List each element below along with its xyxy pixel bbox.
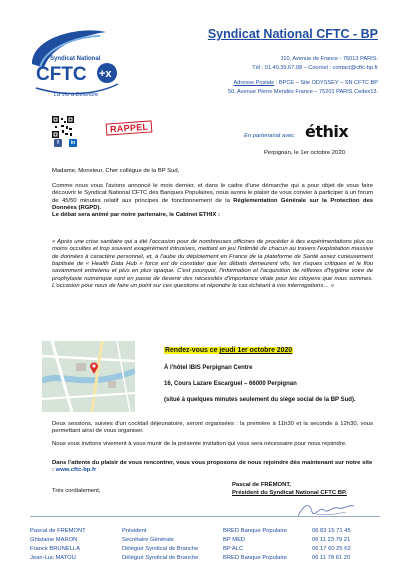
- footer-name: Ghislaine MARON: [30, 537, 78, 543]
- logo-brand: CFTC: [36, 64, 87, 85]
- social-links: [54, 139, 77, 147]
- logo-plus: +x: [99, 68, 112, 80]
- facebook-icon[interactable]: f: [54, 139, 62, 147]
- postal-address-2: 50, Avenue Pierre Mendès France – 75201 PARIS Cedex13.: [228, 89, 378, 95]
- postal-address: [150, 80, 378, 86]
- sessions-paragraph: Deux sessions, suivies d'un cocktail déjeunatoire, seront organisées : la première à 11h30 et la seconde à 12h30, vous permettant ainsi de vous organiser.: [52, 421, 373, 435]
- rdv-date: jeudi 1er octobre 2020: [219, 347, 293, 354]
- event-note: (situé à quelques minutes seulement du siège social de la BP Sud).: [164, 397, 356, 403]
- intro-text: Comme nous vous l'avions annoncé le mois dernier, et dans le cadre d'une démarche qui a pour objet de vous faire découvrir le Syndicat National CFTC des Banques Populaires, nous avons le plaisir de vous convier à participer à un forum de 45/50 minutes relatif aux principes de fonctionnement de la: [52, 183, 373, 204]
- rdv-prefix: Rendez-vous ce: [165, 347, 220, 354]
- logo-tagline: La Vie à Défendre: [54, 92, 99, 98]
- org-contact: Tél : 01.40.39.67.08 – Courriel : contact@cftc-bp.fr: [252, 65, 378, 71]
- footer-role: Délégué Syndical de Branche: [122, 555, 199, 561]
- logo-top-text: Syndicat National: [50, 56, 101, 62]
- invite-paragraph: Nous vous invitons vivement à vous munir de la présente invitation qui vous sera nécessaire pour nous rejoindre.: [52, 441, 347, 447]
- footer-name: Pascal de FREMONT: [30, 528, 86, 534]
- closing-paragraph: [52, 460, 373, 475]
- event-street: 16, Cours Lazare Escarguel – 66000 Perpignan: [164, 381, 297, 387]
- closing-text: Dans l'attente du plaisir de vous rencontrer, vous vous proposons de nous rejoindre dès maintenant sur notre site :: [52, 460, 373, 474]
- greeting: Madame, Monsieur, Cher collègue de la BP Sud,: [52, 168, 180, 174]
- org-address: 110, Avenue de France - 75013 PARIS.: [280, 56, 378, 62]
- signatory-title: Président du Syndicat National CFTC BP.: [232, 490, 347, 496]
- org-title: Syndicat National CFTC - BP: [207, 27, 378, 41]
- qr-code-icon[interactable]: [52, 116, 74, 138]
- rappel-stamp: RAPPEL: [106, 120, 153, 135]
- partner-label: En partenariat avec: [244, 133, 295, 139]
- cftc-logo: [22, 24, 130, 106]
- event-venue: À l'hôtel IBIS Perpignan Centre: [164, 365, 253, 371]
- footer-phone: 06 17 60 25 62: [312, 546, 351, 552]
- footer-role: Président: [122, 528, 147, 534]
- debate-line: Le débat sera animé par notre partenaire, le Cabinet ETHIX :: [52, 212, 220, 219]
- footer-phone: 06 83 15 71 45: [312, 528, 351, 534]
- salutation: Très cordialement,: [52, 488, 101, 494]
- footer-org: BRED Banque Populaire: [223, 555, 287, 561]
- website-link[interactable]: www.cftc-bp.fr: [55, 467, 97, 474]
- handwritten-signature: [296, 500, 356, 520]
- postal-line: : BPCE – Site ODYSSEY – SN CFTC BP: [274, 80, 378, 86]
- footer-org: BRED Banque Populaire: [223, 528, 287, 534]
- location-map[interactable]: [42, 341, 135, 412]
- footer-divider: [30, 516, 380, 517]
- date-line: Perpignan, le 1er octobre 2020.: [264, 150, 347, 156]
- ethix-quote: « Après une crise sanitaire qui a été l'occasion pour de nombreuses officines de procéder à des expérimentations plus ou moins occultes et trop souvent exagérément intrusives, mettant en jeu l'intimité de chacun au travers l'exploitation massive de données à caractère personnel, et, à l'aube du déploiement en France de la plateforme de Santé assez curieusement baptisée de « Health Data Hub » force est de constater que les débats demeurent vifs, les risques critiques et le flou savamment entretenu et plus en plus opaque. C'est pourquoi, l'information et l'acquisition de réflexes d'hygiène voire de prophylaxie numérique sont en passe de devenir des nécessités d'importance vitale pour les citoyens que nous sommes. L'occasion pour nous de faire un point sur ces questions et répondre le cas échéant à vos interrogations… »: [52, 239, 373, 290]
- rgpd-title: Réglementation Générale sur la Protection des Données (RGPD).: [52, 197, 373, 212]
- intro-paragraph: [52, 183, 373, 220]
- footer-role: Délégué Syndical de Branche: [122, 546, 199, 552]
- footer-org: BP MED: [223, 537, 246, 543]
- rendezvous-line: [164, 347, 293, 354]
- footer-name: Jean-Luc MATOU: [30, 555, 76, 561]
- footer-org: BP ALC: [223, 546, 244, 552]
- postal-label: Adresse Postale: [233, 80, 275, 86]
- signatory-name: Pascal de FRÉMONT,: [232, 482, 291, 488]
- footer-phone: 06 11 23 79 21: [312, 537, 351, 543]
- ethix-logo: éthix: [305, 122, 349, 141]
- footer-name: Franck BRUNELLA: [30, 546, 80, 552]
- linkedin-icon[interactable]: in: [70, 140, 76, 146]
- footer-role: Secrétaire Générale: [122, 537, 174, 543]
- footer-phone: 06 11 78 61 20: [312, 555, 351, 561]
